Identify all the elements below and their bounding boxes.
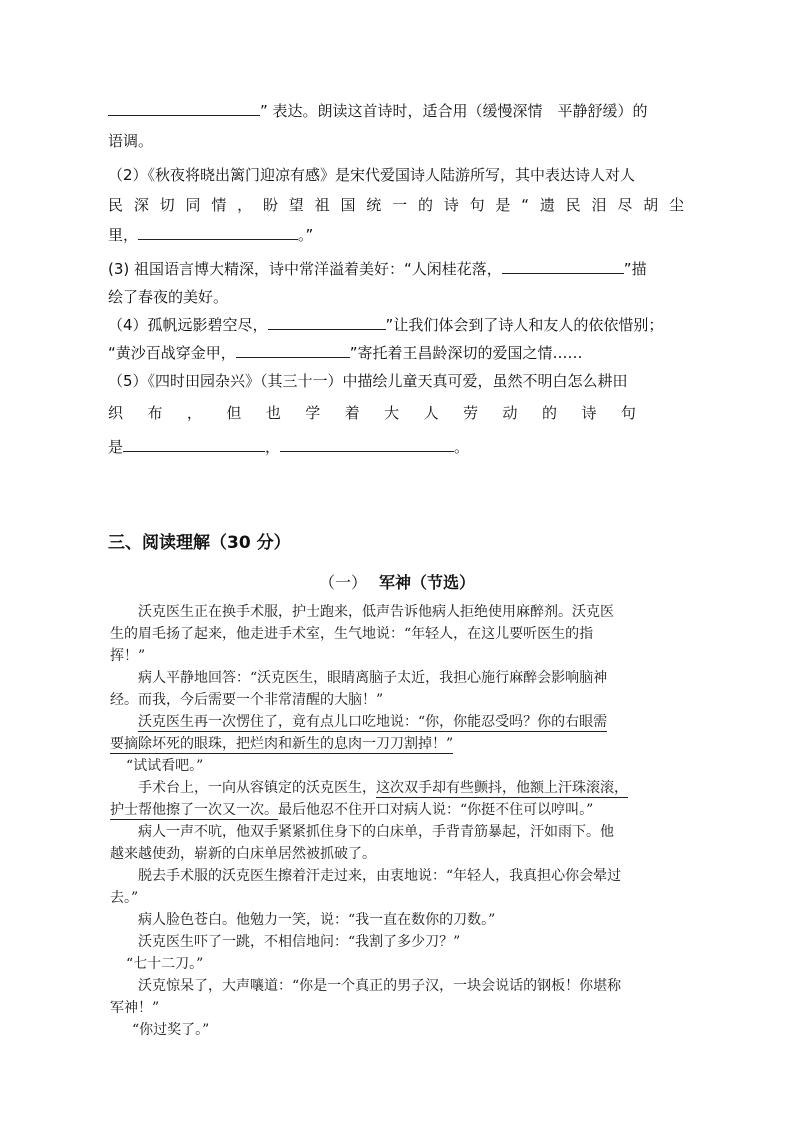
section-title: 三、阅读理解（30 分） [108,533,291,553]
answer-blank[interactable] [268,315,386,330]
story-line: 护士帮他擦了一次又一次。最后他忍不住开口对病人说：“你挺不住可以哼叫。” [110,802,594,818]
story-line: “你过奖了。” [132,1022,210,1038]
q2-line-2: 民 深 切 同 情 ， 盼 望 祖 国 统 一 的 诗 句 是 “ 遗 民 泪 尽 胡 尘 [108,196,684,214]
q3-line-2: 绘了春夜的美好。 [108,288,229,306]
story-line: 经。而我，今后需要一个非常清醒的大脑！” [110,692,384,708]
story-line: 病人平静地回答：“沃克医生，眼睛离脑子太近，我担心施行麻醉会影响脑神 [138,670,608,686]
passage-title-text: 军神（节选） [379,573,476,592]
q3-line-1: (3) 祖国语言博大精深，诗中常洋溢着美好：“人闲桂花落， ”描 [108,260,647,278]
answer-blank[interactable] [280,437,454,452]
q1-continuation-line: ” 表达。朗读这首诗时，适合用（缓慢深情 平静舒缓）的 [108,100,688,122]
story-line: 病人脸色苍白。他勉力一笑，说：“我一直在数你的刀数。” [138,912,496,928]
q5-line-2: 织 布 ， 但 也 学 着 大 人 劳 动 的 诗 句 [108,404,636,422]
q2-line-3: 里， 。” [108,226,314,244]
q2-line-1: （2）《秋夜将晓出篱门迎凉有感》是宋代爱国诗人陆游所写，其中表达诗人对人 [108,166,636,184]
story-line: 挥！” [110,648,146,664]
story-line: “七十二刀。” [126,956,204,972]
q4-line-1: （4）孤帆远影碧空尽， ”让我们体会到了诗人和友人的依依惜别； [108,316,664,334]
story-line: 病人一声不吭，他双手紧紧抓住身下的白床单，手背青筋暴起，汗如雨下。他 [138,824,614,840]
passage-number: （一） [318,573,367,592]
story-line: 脱去手术服的沃克医生擦着汗走过来，由衷地说：“年轻人，我真担心你会晕过 [138,868,622,884]
story-line-underlined: 要摘除坏死的眼珠，把烂肉和新生的息肉一刀刀割掉！” [110,736,454,752]
story-line: 生的眉毛扬了起来，他走进手术室，生气地说：“年轻人，在这儿要听医生的指 [110,626,594,642]
story-line: 去。” [110,890,139,906]
answer-blank[interactable] [502,259,624,274]
q1-line-2: 语调。 [108,132,154,150]
story-line: 沃克医生吓了一跳，不相信地问：“我割了多少刀？” [138,934,461,950]
story-line: 手术台上，一向从容镇定的沃克医生，这次双手却有些颤抖，他额上汗珠滚滚， [138,780,628,796]
story-line: 沃克惊呆了，大声嚷道：“你是一个真正的男子汉，一块会说话的钢板！你堪称 [138,978,622,994]
answer-blank[interactable] [236,343,350,358]
q5-line-3: 是 ， 。 [108,438,470,456]
story-line: 军神！” [110,1000,160,1016]
answer-blank[interactable] [138,225,298,240]
story-line: “试试看吧。” [126,758,204,774]
q4-line-2: “黄沙百战穿金甲， ”寄托着王昌龄深切的爱国之情…… [108,344,583,362]
story-line: 沃克医生正在换手术服，护士跑来，低声告诉他病人拒绝使用麻醉剂。沃克医 [138,604,614,620]
q5-line-1: （5）《四时田园杂兴》（其三十一）中描绘儿童天真可爱，虽然不明白怎么耕田 [108,372,628,390]
passage-title [0,570,794,593]
answer-blank[interactable] [108,101,260,116]
story-line-underlined: 沃克医生再一次愣住了，竟有点儿口吃地说：“你，你能忍受吗？你的右眼需 [138,714,608,730]
answer-blank[interactable] [123,437,265,452]
story-line: 越来越使劲，崭新的白床单居然被抓破了。 [110,846,376,862]
